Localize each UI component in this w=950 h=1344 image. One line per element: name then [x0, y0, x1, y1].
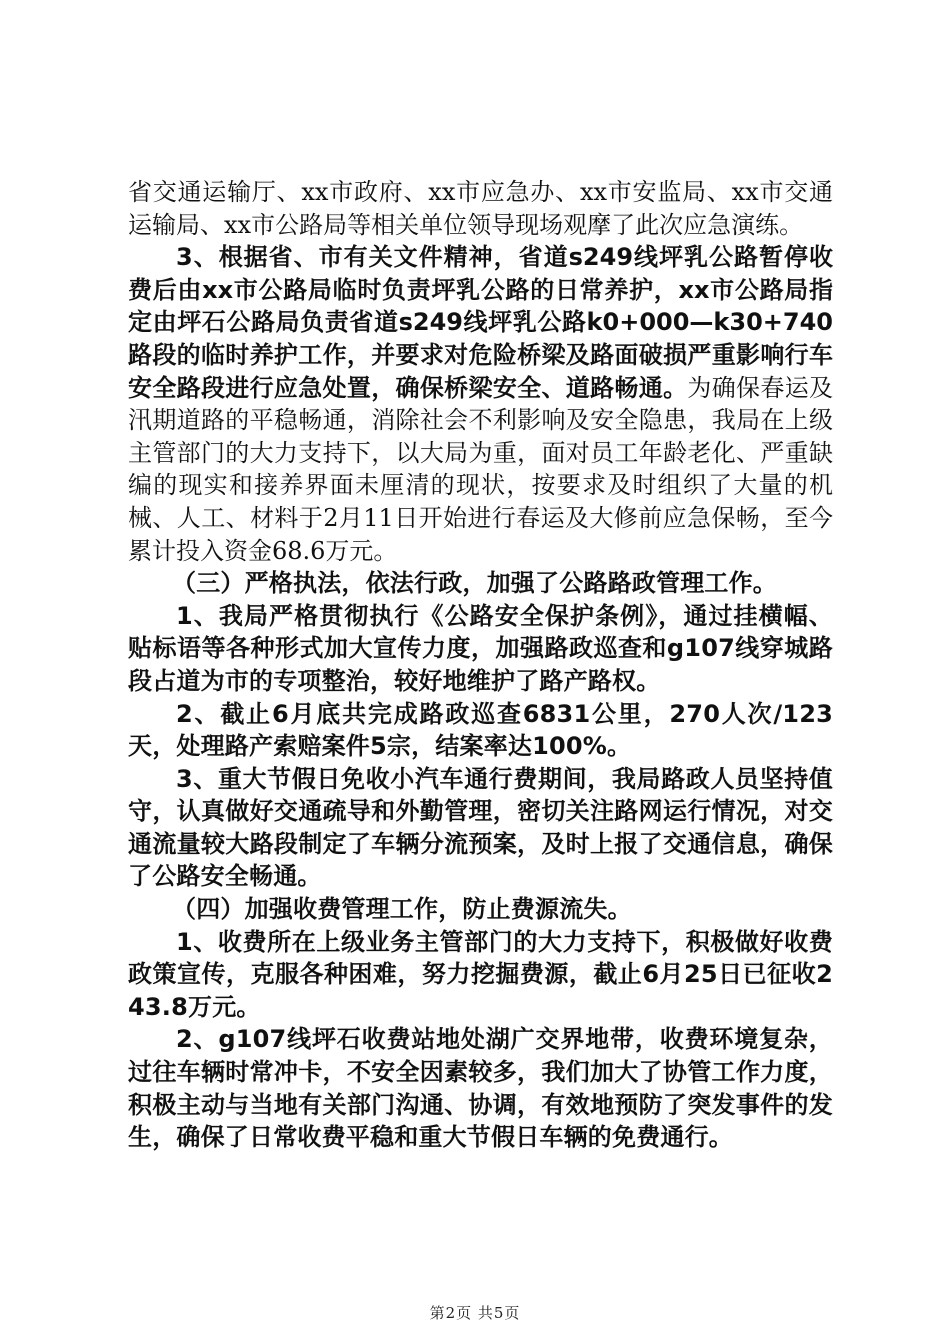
- paragraph-holiday-duty: 3、重大节假日免收小汽车通行费期间，我局路政人员坚持值守，认真做好交通疏导和外勤管理，密切关注路网运行情况，对交通流量较大路段制定了车辆分流预案，及时上报了交通信息，确保了公路安全畅通。: [128, 764, 833, 891]
- paragraph-block-maintenance: [128, 241, 833, 567]
- paragraph-observation: 省交通运输厅、xx市政府、xx市应急办、xx市安监局、xx市交通运输局、xx市公路局等相关单位领导现场观摩了此次应急演练。: [128, 178, 833, 239]
- section-heading-three: （三）严格执法，依法行政，加强了公路路政管理工作。: [172, 569, 777, 598]
- paragraph-safety-regulation: 1、我局严格贯彻执行《公路安全保护条例》，通过挂横幅、贴标语等各种形式加大宣传力度，加强路政巡查和g107线穿城路段占道为市的专项整治，较好地维护了路产路权。: [128, 601, 833, 695]
- section-heading-four: （四）加强收费管理工作，防止费源流失。: [172, 895, 632, 924]
- paragraph-toll-collection: 1、收费所在上级业务主管部门的大力支持下，积极做好收费政策宣传，克服各种困难，努力挖掘费源，截止6月25日已征收243.8万元。: [128, 927, 833, 1021]
- paragraph-spring-festival: 为确保春运及汛期道路的平稳畅通，消除社会不利影响及安全隐患，我局在上级主管部门的大力支持下，以大局为重，面对员工年龄老化、严重缺编的现实和接养界面未厘清的现状，按要求及时组织了大量的机械、人工、材料于2月11日开始进行春运及大修前应急保畅，至今累计投入资金68.6万元。: [128, 373, 834, 565]
- paragraph-patrol-stats: 2、截止6月底共完成路政巡查6831公里，270人次/123天，处理路产索赔案件5宗，结案率达100%。: [128, 699, 833, 761]
- paragraph-toll-station: 2、g107线坪石收费站地处湖广交界地带，收费环境复杂，过往车辆时常冲卡，不安全因素较多，我们加大了协管工作力度，积极主动与当地有关部门沟通、协调，有效地预防了突发事件的发生，确保了日常收费平稳和重大节假日车辆的免费通行。: [128, 1025, 833, 1152]
- document-body: [128, 176, 833, 1154]
- page-number-footer: 第2页 共5页: [429, 1304, 521, 1322]
- paragraph-road-maintenance: 3、根据省、市有关文件精神，省道s249线坪乳公路暂停收费后由xx市公路局临时负责坪乳公路的日常养护，xx市公路局指定由坪石公路局负责省道s249线坪乳公路k0+000—k30+740路段的临时养护工作，并要求对危险桥梁及路面破损严重影响行车安全路段进行应急处置，确保桥梁安全、道路畅通。: [128, 243, 833, 402]
